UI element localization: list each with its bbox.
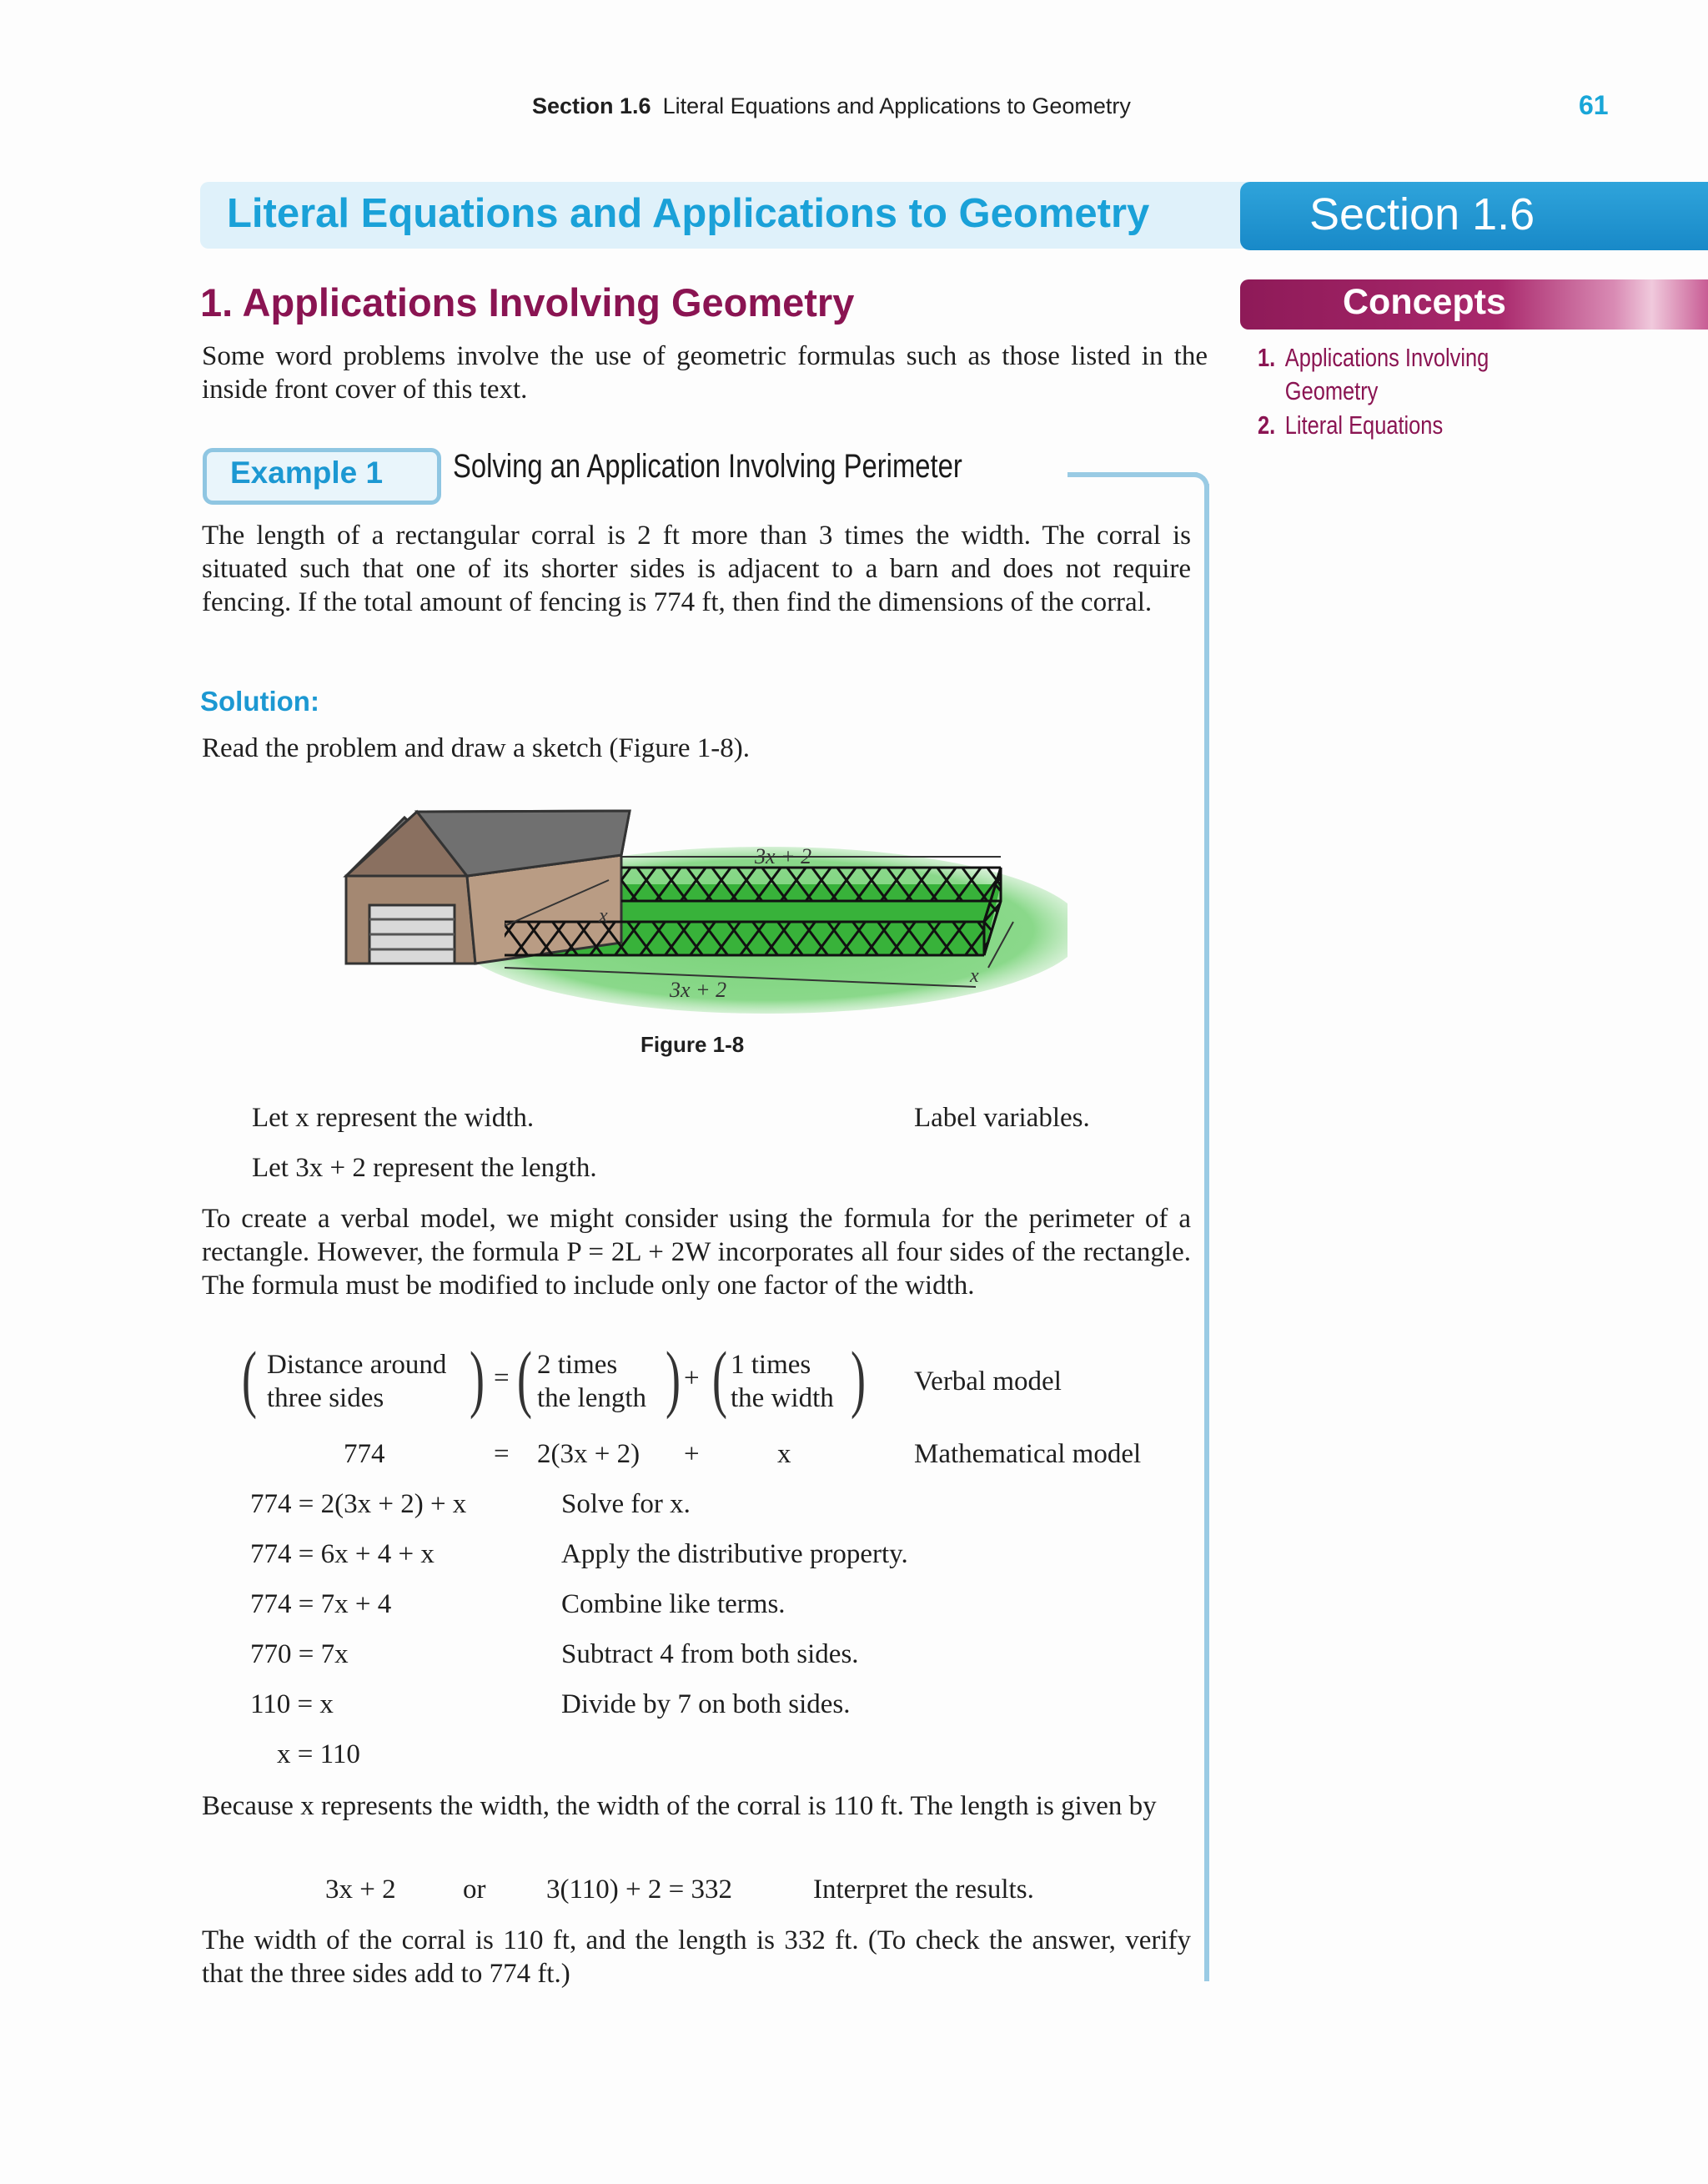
paren-close: ) bbox=[469, 1337, 485, 1420]
because-paragraph: Because x represents the width, the width of the corral is 110 ft. The length is given by bbox=[202, 1791, 1157, 1821]
verbal-model bbox=[241, 1337, 1244, 1420]
verbal-model-paragraph: To create a verbal model, we might consider using the formula for the perimeter of a rectangle. However, the formula P = 2L + 2W incorporates all four sides of the rectangle. The formula must be modified to include only one factor of the width. bbox=[202, 1204, 1191, 1301]
concepts-label: Concepts bbox=[1343, 282, 1506, 322]
length-calculation: 3(110) + 2 = 332 bbox=[546, 1875, 732, 1905]
step-equation: 774 = 6x + 4 + x bbox=[250, 1539, 435, 1569]
figure-caption: Figure 1-8 bbox=[640, 1032, 745, 1057]
running-head-section: Section 1.6 bbox=[532, 93, 651, 118]
step-note: Solve for x. bbox=[561, 1489, 691, 1519]
verbal-term-b2: the length bbox=[537, 1383, 647, 1413]
example-title: Solving an Application Involving Perimeter bbox=[453, 448, 962, 485]
section-tab-label: Section 1.6 bbox=[1309, 189, 1535, 239]
page-title: Literal Equations and Applications to Geometry bbox=[227, 191, 1150, 236]
page-number: 61 bbox=[1579, 90, 1609, 120]
step-equation: 774 = 7x + 4 bbox=[250, 1589, 392, 1619]
conclusion-paragraph: The width of the corral is 110 ft, and the length is 332 ft. (To check the answer, verify that the three sides add to 774 ft.) bbox=[202, 1925, 1191, 1989]
verbal-plus: + bbox=[684, 1363, 700, 1393]
math-model-note: Mathematical model bbox=[914, 1439, 1142, 1469]
step-equation: 774 = 2(3x + 2) + x bbox=[250, 1489, 467, 1519]
section-heading: 1. Applications Involving Geometry bbox=[200, 280, 855, 325]
solution-label: Solution: bbox=[200, 686, 319, 717]
concept-item-label: Applications Involving bbox=[1284, 343, 1489, 372]
example-rule-side bbox=[1204, 484, 1209, 1981]
label-width-left: x bbox=[599, 905, 608, 927]
concept-item-1[interactable] bbox=[1258, 341, 1489, 408]
interpret-note: Interpret the results. bbox=[813, 1875, 1034, 1905]
paren-open: ( bbox=[711, 1337, 727, 1420]
length-or: or bbox=[463, 1875, 486, 1905]
math-model-plus: + bbox=[684, 1439, 700, 1469]
math-model-term2: x bbox=[777, 1439, 791, 1469]
verbal-term-a2: three sides bbox=[267, 1383, 384, 1413]
step-note: Apply the distributive property. bbox=[561, 1539, 908, 1569]
running-head bbox=[532, 93, 1131, 119]
paren-open: ( bbox=[516, 1337, 532, 1420]
verbal-term-a1: Distance around bbox=[267, 1350, 447, 1380]
math-model-equals: = bbox=[494, 1439, 510, 1469]
example-rule bbox=[1068, 472, 1201, 477]
label-length-top: 3x + 2 bbox=[755, 844, 812, 868]
concept-item-2[interactable] bbox=[1258, 409, 1443, 442]
math-model-term1: 2(3x + 2) bbox=[537, 1439, 640, 1469]
step-equation: 110 = x bbox=[250, 1689, 334, 1719]
verbal-term-c2: the width bbox=[731, 1383, 834, 1413]
read-problem-line: Read the problem and draw a sketch (Figure 1-8). bbox=[202, 733, 751, 763]
step-note: Divide by 7 on both sides. bbox=[561, 1689, 851, 1719]
let-length-line: Let 3x + 2 represent the length. bbox=[252, 1153, 597, 1183]
label-variables-note: Label variables. bbox=[914, 1103, 1090, 1133]
verbal-term-b1: 2 times bbox=[537, 1350, 618, 1380]
let-width-line: Let x represent the width. bbox=[252, 1103, 535, 1133]
label-width-right: x bbox=[970, 965, 979, 987]
paren-close: ) bbox=[665, 1337, 681, 1420]
corral-figure bbox=[334, 797, 1068, 1026]
concept-item-label-cont: Geometry bbox=[1284, 376, 1379, 405]
paren-close: ) bbox=[850, 1337, 866, 1420]
verbal-equals: = bbox=[494, 1363, 510, 1393]
step-note: Subtract 4 from both sides. bbox=[561, 1639, 859, 1669]
verbal-term-c1: 1 times bbox=[731, 1350, 811, 1380]
back-fence bbox=[621, 868, 1001, 901]
concept-item-number: 1. bbox=[1258, 343, 1276, 372]
math-model-lhs: 774 bbox=[344, 1439, 385, 1469]
step-equation: 770 = 7x bbox=[250, 1639, 349, 1669]
label-length-bottom: 3x + 2 bbox=[670, 978, 727, 1002]
concept-item-number: 2. bbox=[1258, 410, 1276, 440]
front-fence bbox=[505, 922, 984, 955]
example-label: Example 1 bbox=[230, 455, 384, 490]
verbal-model-note: Verbal model bbox=[914, 1366, 1062, 1396]
intro-paragraph: Some word problems involve the use of geometric formulas such as those listed in the inside front cover of this text. bbox=[202, 341, 1208, 405]
concept-item-label: Literal Equations bbox=[1284, 410, 1444, 440]
problem-paragraph: The length of a rectangular corral is 2 ft more than 3 times the width. The corral is situated such that one of its shorter sides is adjacent to a barn and does not require fencing. If the total amount of fencing is 774 ft, then find the dimensions of the corral. bbox=[202, 521, 1191, 617]
length-expression: 3x + 2 bbox=[325, 1875, 396, 1905]
step-note: Combine like terms. bbox=[561, 1589, 786, 1619]
step-equation: x = 110 bbox=[277, 1739, 360, 1769]
paren-open: ( bbox=[241, 1337, 257, 1420]
running-head-title: Literal Equations and Applications to Geometry bbox=[662, 93, 1131, 118]
